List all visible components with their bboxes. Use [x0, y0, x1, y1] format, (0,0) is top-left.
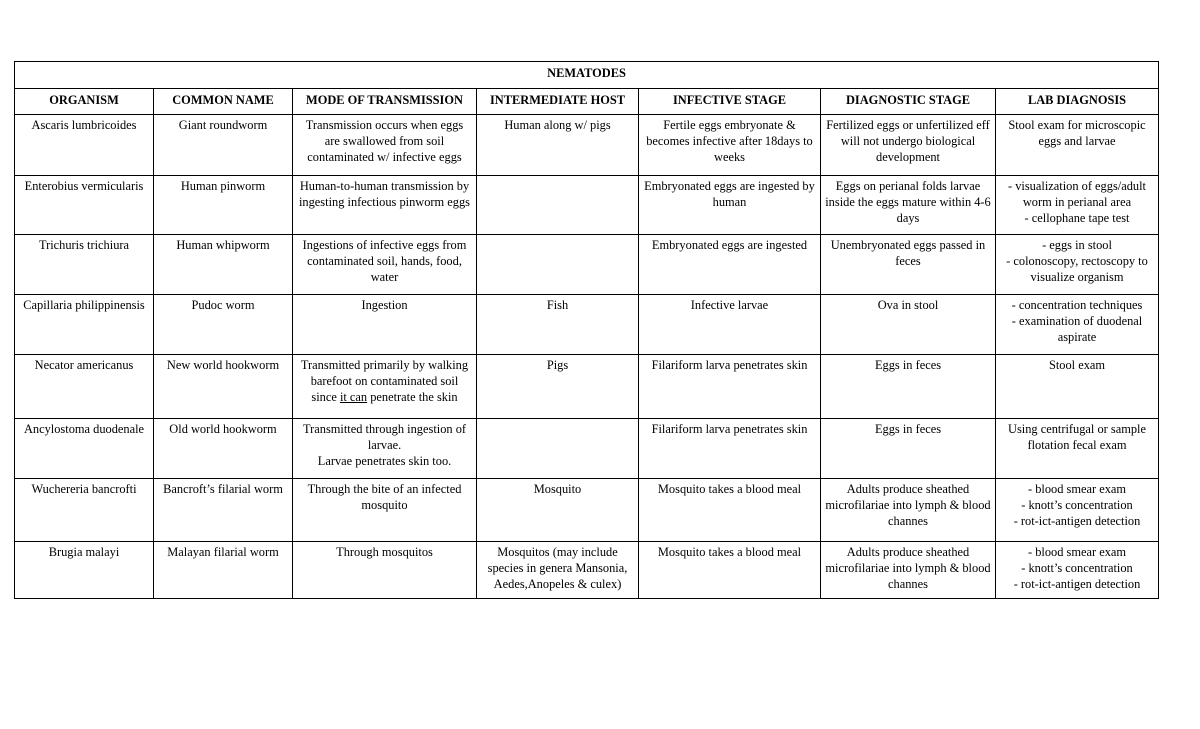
- header-common-name: COMMON NAME: [154, 89, 293, 115]
- cell-diagnostic-stage: Adults produce sheathed microfilariae into lymph & blood channes: [821, 479, 996, 542]
- table-title-row: [15, 62, 1159, 89]
- lab-line: - cellophane tape test: [1024, 211, 1130, 225]
- nematodes-table: [14, 61, 1159, 599]
- cell-infective-stage: Filariform larva penetrates skin: [639, 419, 821, 479]
- cell-lab-diagnosis: [996, 115, 1159, 176]
- table-row: [15, 295, 1159, 355]
- lab-line: Stool exam for microscopic eggs and larvae: [1008, 118, 1146, 148]
- cell-infective-stage: Embryonated eggs are ingested by human: [639, 176, 821, 235]
- cell-infective-stage: Infective larvae: [639, 295, 821, 355]
- table-title: NEMATODES: [15, 62, 1159, 89]
- cell-common-name: Human whipworm: [154, 235, 293, 295]
- table-row: [15, 542, 1159, 599]
- header-mode-of-transmission: MODE OF TRANSMISSION: [293, 89, 477, 115]
- header-infective-stage: INFECTIVE STAGE: [639, 89, 821, 115]
- cell-common-name: Malayan filarial worm: [154, 542, 293, 599]
- cell-intermediate-host: [477, 235, 639, 295]
- cell-intermediate-host: Mosquitos (may include species in genera Mansonia, Aedes,Anopeles & culex): [477, 542, 639, 599]
- cell-common-name: Human pinworm: [154, 176, 293, 235]
- cell-lab-diagnosis: [996, 235, 1159, 295]
- cell-infective-stage: Mosquito takes a blood meal: [639, 479, 821, 542]
- cell-intermediate-host: Pigs: [477, 355, 639, 419]
- lab-line: - concentration techniques: [1011, 298, 1143, 312]
- cell-mode: Through mosquitos: [293, 542, 477, 599]
- cell-organism: Ancylostoma duodenale: [15, 419, 154, 479]
- cell-diagnostic-stage: Fertilized eggs or unfertilized eff will not undergo biological development: [821, 115, 996, 176]
- cell-diagnostic-stage: Unembryonated eggs passed in feces: [821, 235, 996, 295]
- lab-line: - rot-ict-antigen detection: [1013, 514, 1141, 528]
- mode-text-underlined: it can: [339, 390, 368, 404]
- cell-mode: Through the bite of an infected mosquito: [293, 479, 477, 542]
- table-row: [15, 355, 1159, 419]
- cell-mode: Human-to-human transmission by ingesting infectious pinworm eggs: [293, 176, 477, 235]
- cell-intermediate-host: Human along w/ pigs: [477, 115, 639, 176]
- header-intermediate-host: INTERMEDIATE HOST: [477, 89, 639, 115]
- table-row: [15, 235, 1159, 295]
- cell-infective-stage: Mosquito takes a blood meal: [639, 542, 821, 599]
- lab-line: - eggs in stool: [1042, 238, 1112, 252]
- cell-lab-diagnosis: [996, 295, 1159, 355]
- cell-lab-diagnosis: [996, 479, 1159, 542]
- header-organism: ORGANISM: [15, 89, 154, 115]
- cell-infective-stage: Fertile eggs embryonate & becomes infective after 18days to weeks: [639, 115, 821, 176]
- cell-diagnostic-stage: Eggs in feces: [821, 355, 996, 419]
- lab-line: - colonoscopy, rectoscopy to visualize organism: [1006, 254, 1148, 284]
- cell-mode: Ingestion: [293, 295, 477, 355]
- cell-mode: Ingestions of infective eggs from contaminated soil, hands, food, water: [293, 235, 477, 295]
- cell-common-name: Old world hookworm: [154, 419, 293, 479]
- cell-organism: Trichuris trichiura: [15, 235, 154, 295]
- header-diagnostic-stage: DIAGNOSTIC STAGE: [821, 89, 996, 115]
- cell-infective-stage: Embryonated eggs are ingested: [639, 235, 821, 295]
- cell-organism: Capillaria philippinensis: [15, 295, 154, 355]
- lab-line: - visualization of eggs/adult worm in perianal area: [1008, 179, 1146, 209]
- table-row: [15, 479, 1159, 542]
- cell-infective-stage: Filariform larva penetrates skin: [639, 355, 821, 419]
- mode-line: Larvae penetrates skin too.: [317, 454, 452, 468]
- cell-common-name: Pudoc worm: [154, 295, 293, 355]
- cell-lab-diagnosis: [996, 176, 1159, 235]
- lab-line: Stool exam: [1048, 358, 1106, 372]
- cell-diagnostic-stage: Eggs in feces: [821, 419, 996, 479]
- cell-organism: Necator americanus: [15, 355, 154, 419]
- table-row: [15, 419, 1159, 479]
- cell-common-name: New world hookworm: [154, 355, 293, 419]
- cell-organism: Enterobius vermicularis: [15, 176, 154, 235]
- cell-intermediate-host: [477, 176, 639, 235]
- cell-common-name: Bancroft’s filarial worm: [154, 479, 293, 542]
- table-header-row: [15, 89, 1159, 115]
- cell-common-name: Giant roundworm: [154, 115, 293, 176]
- header-lab-diagnosis: LAB DIAGNOSIS: [996, 89, 1159, 115]
- cell-intermediate-host: [477, 419, 639, 479]
- lab-line: - blood smear exam: [1027, 545, 1127, 559]
- cell-intermediate-host: Mosquito: [477, 479, 639, 542]
- mode-text-post: penetrate the skin: [367, 390, 458, 404]
- table-row: [15, 115, 1159, 176]
- cell-intermediate-host: Fish: [477, 295, 639, 355]
- mode-line: Transmitted through ingestion of larvae.: [302, 422, 467, 452]
- cell-diagnostic-stage: Adults produce sheathed microfilariae into lymph & blood channes: [821, 542, 996, 599]
- cell-mode: [293, 355, 477, 419]
- cell-diagnostic-stage: Ova in stool: [821, 295, 996, 355]
- lab-line: - knott’s concentration: [1021, 561, 1133, 575]
- mode-text-pre: Transmitted primarily by walking barefoot on contaminated soil since: [300, 358, 469, 404]
- cell-mode: Transmission occurs when eggs are swallowed from soil contaminated w/ infective eggs: [293, 115, 477, 176]
- lab-line: - blood smear exam: [1027, 482, 1127, 496]
- table-row: [15, 176, 1159, 235]
- cell-mode: [293, 419, 477, 479]
- cell-organism: Brugia malayi: [15, 542, 154, 599]
- lab-line: - examination of duodenal aspirate: [1011, 314, 1143, 344]
- lab-line: - rot-ict-antigen detection: [1013, 577, 1141, 591]
- cell-organism: Wuchereria bancrofti: [15, 479, 154, 542]
- lab-line: Using centrifugal or sample flotation fecal exam: [1008, 422, 1146, 452]
- cell-diagnostic-stage: Eggs on perianal folds larvae inside the eggs mature within 4-6 days: [821, 176, 996, 235]
- cell-lab-diagnosis: [996, 419, 1159, 479]
- lab-line: - knott’s concentration: [1021, 498, 1133, 512]
- cell-organism: Ascaris lumbricoides: [15, 115, 154, 176]
- cell-lab-diagnosis: [996, 542, 1159, 599]
- cell-lab-diagnosis: [996, 355, 1159, 419]
